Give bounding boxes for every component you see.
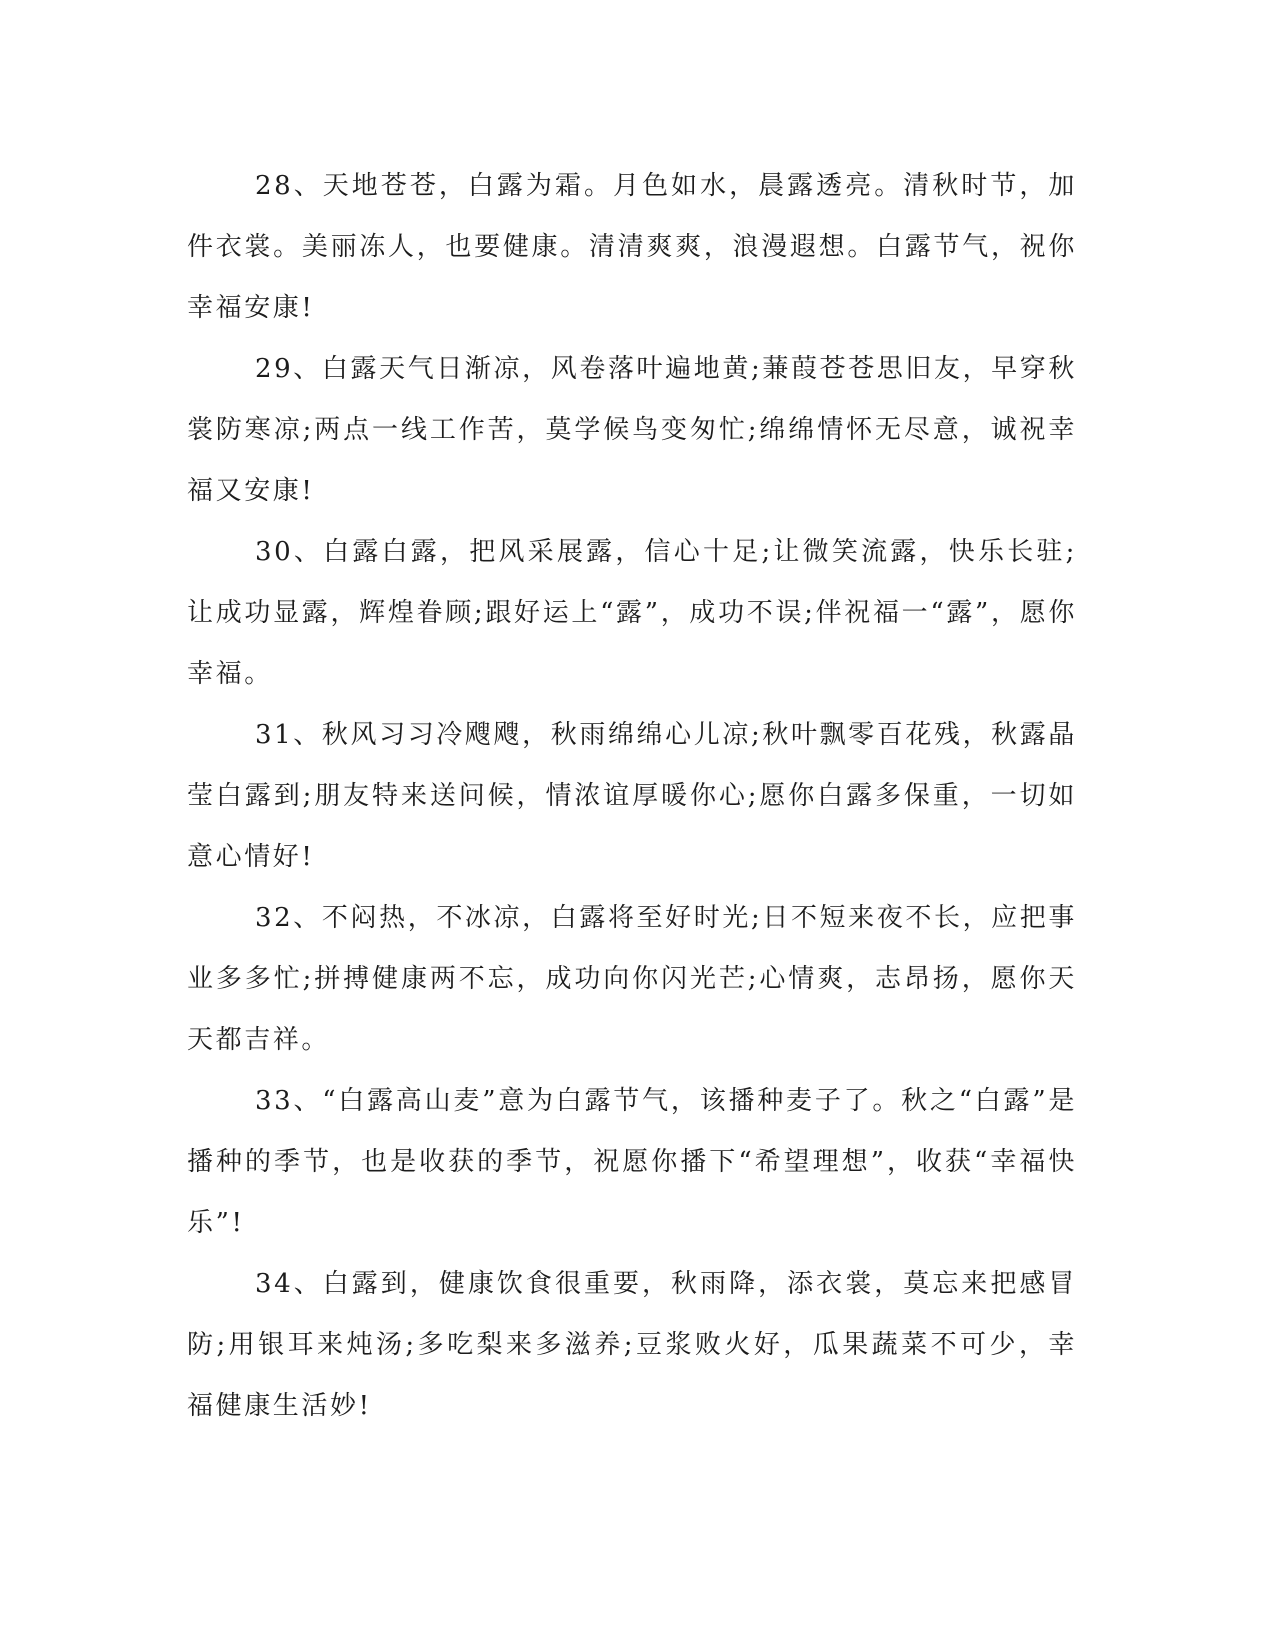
paragraph-31: 31、秋风习习冷飕飕，秋雨绵绵心儿凉;秋叶飘零百花残，秋露晶莹白露到;朋友特来送问候，情浓谊厚暖你心;愿你白露多保重，一切如意心情好! (187, 720, 1077, 872)
paragraph-30: 30、白露白露，把风采展露，信心十足;让微笑流露，快乐长驻;让成功显露，辉煌眷顾;跟好运上“露”，成功不误;伴祝福一“露”，愿你幸福。 (187, 537, 1077, 689)
paragraph-32: 32、不闷热，不冰凉，白露将至好时光;日不短来夜不长，应把事业多多忙;拼搏健康两不忘，成功向你闪光芒;心情爽，志昂扬，愿你天天都吉祥。 (187, 903, 1077, 1055)
paragraph-33: 33、“白露高山麦”意为白露节气，该播种麦子了。秋之“白露”是播种的季节，也是收获的季节，祝愿你播下“希望理想”，收获“幸福快乐”! (187, 1086, 1077, 1238)
document-body (187, 156, 1077, 1437)
paragraph-28: 28、天地苍苍，白露为霜。月色如水，晨露透亮。清秋时节，加件衣裳。美丽冻人，也要健康。清清爽爽，浪漫遐想。白露节气，祝你幸福安康! (187, 171, 1077, 323)
paragraph-34: 34、白露到，健康饮食很重要，秋雨降，添衣裳，莫忘来把感冒防;用银耳来炖汤;多吃梨来多滋养;豆浆败火好，瓜果蔬菜不可少，幸福健康生活妙! (187, 1269, 1077, 1421)
paragraph-29: 29、白露天气日渐凉，风卷落叶遍地黄;蒹葭苍苍思旧友，早穿秋裳防寒凉;两点一线工作苦，莫学候鸟变匆忙;绵绵情怀无尽意，诚祝幸福又安康! (187, 354, 1077, 506)
